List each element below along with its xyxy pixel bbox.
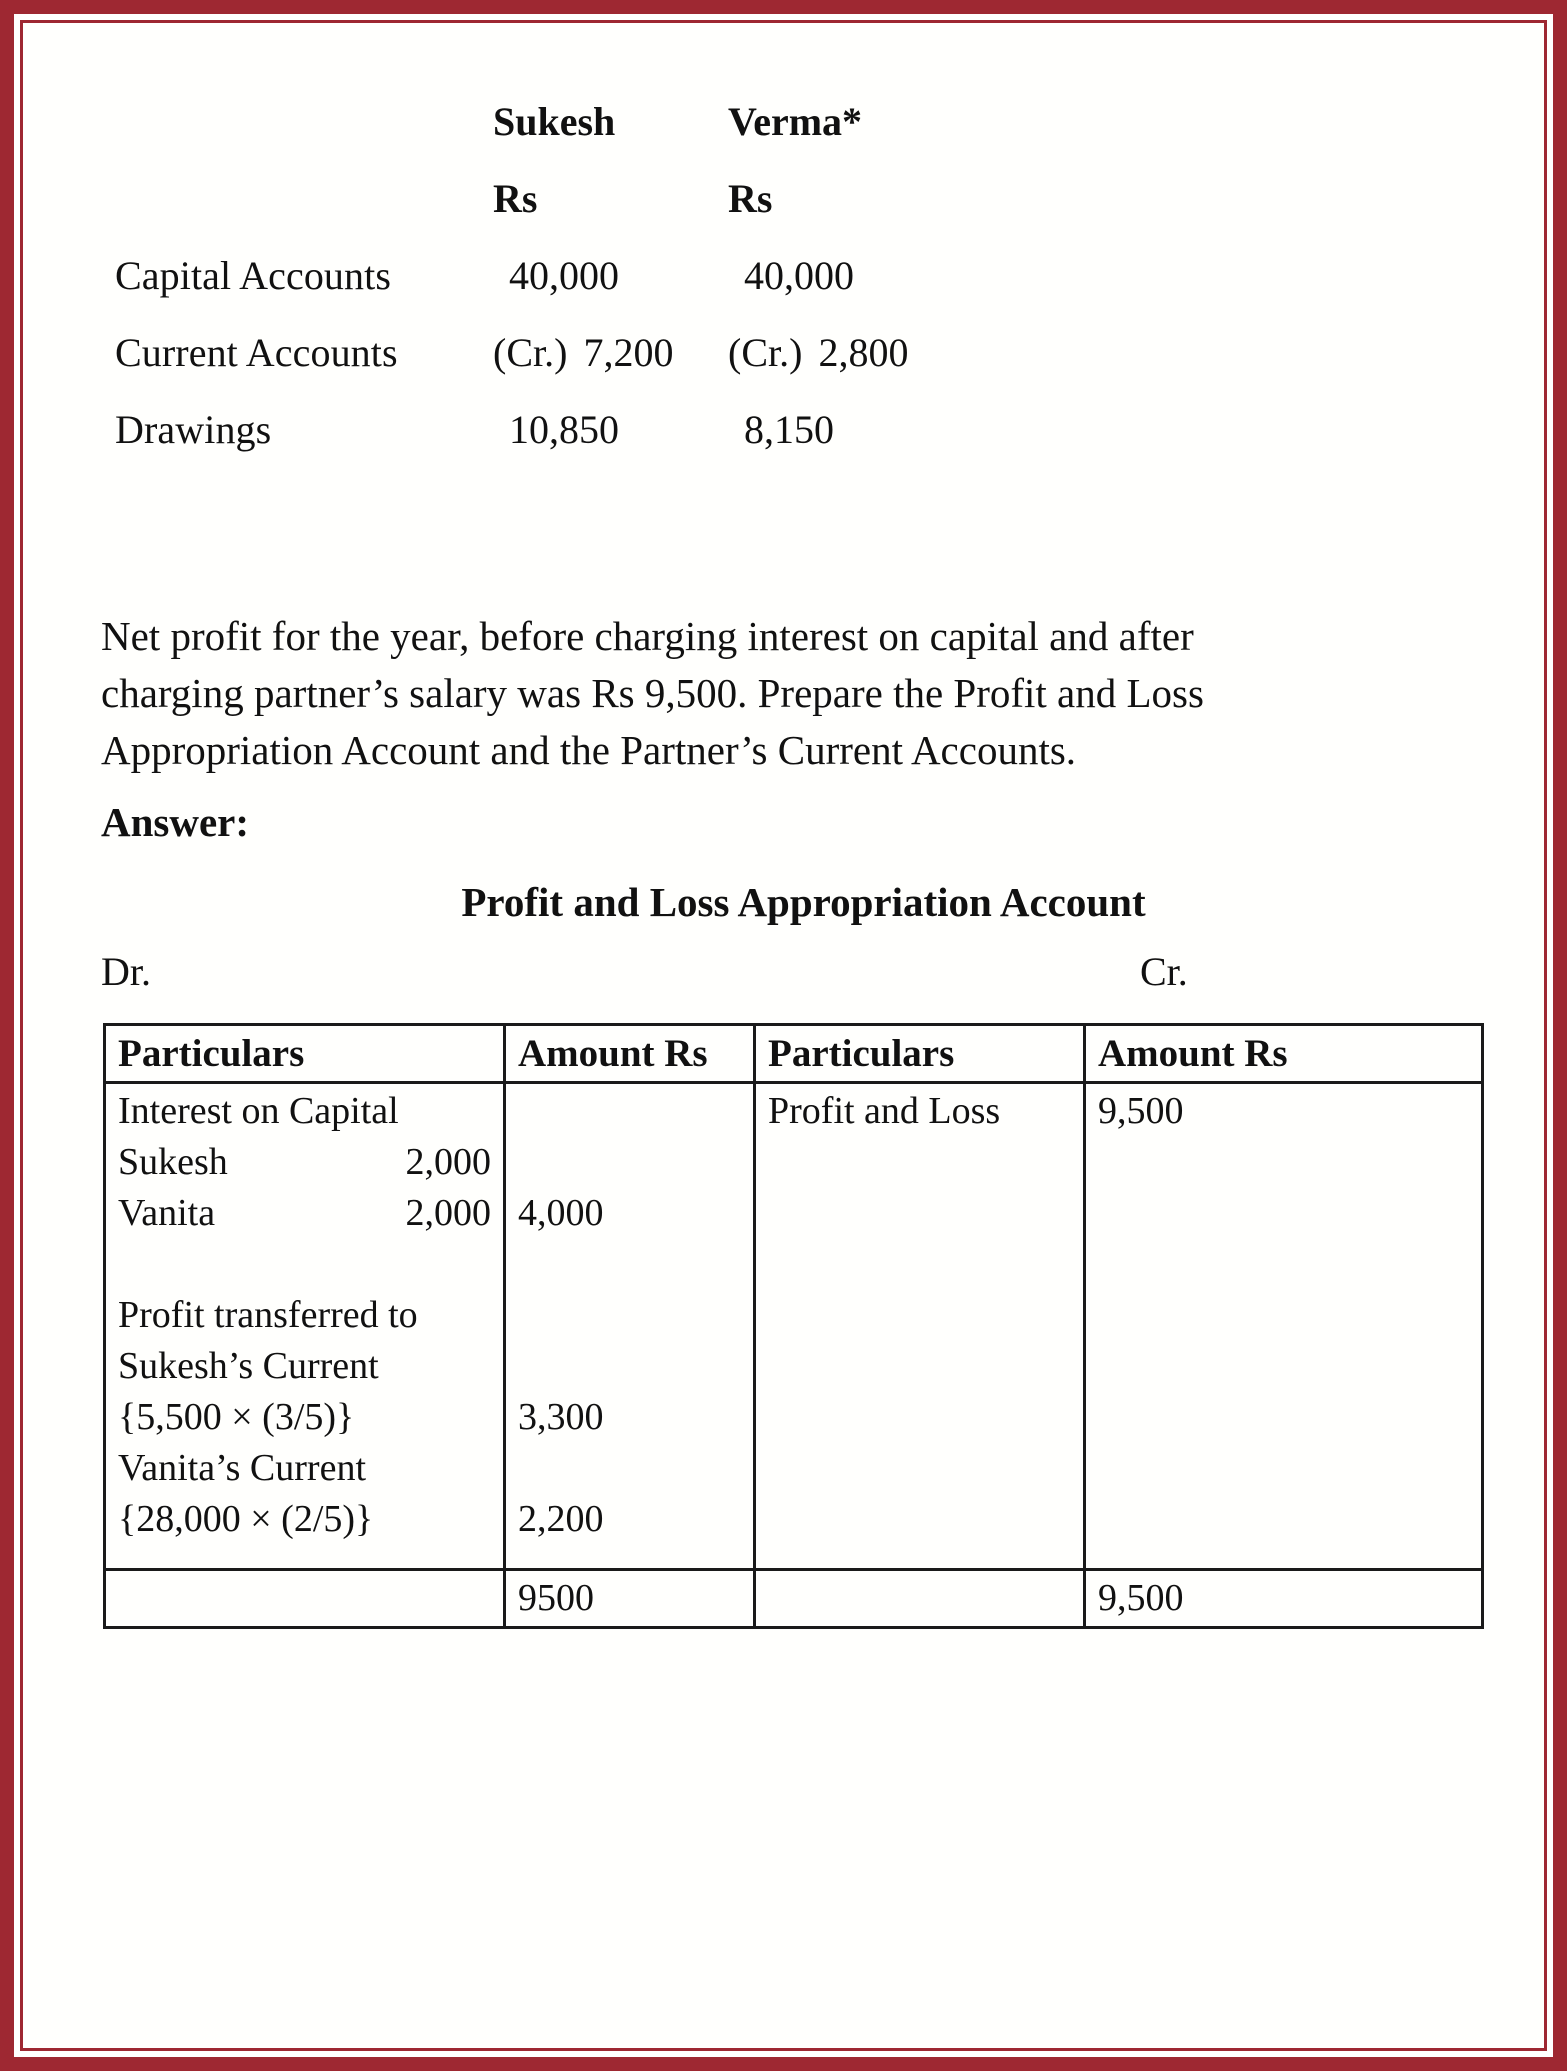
transfer-line-vanita-formula: {28,000 × (2/5)}: [118, 1498, 374, 1540]
total-amount-credit: 9,500: [1085, 1570, 1483, 1628]
summary-tag-sukesh: (Cr.): [493, 330, 568, 375]
blank-line: [518, 1443, 741, 1494]
interest-name: Vanita: [118, 1192, 216, 1234]
summary-currency-verma: Rs: [728, 176, 773, 221]
summary-row-drawings: [23, 406, 1544, 483]
transfer-amount-vanita: 2,200: [518, 1498, 604, 1540]
header-amount-credit: Amount Rs: [1085, 1025, 1483, 1083]
summary-value-verma: [728, 252, 963, 299]
partner-summary-block: [23, 98, 1544, 483]
credit-line-amount: 9,500: [1098, 1090, 1184, 1132]
transfer-line-sukesh-formula: {5,500 × (3/5)}: [118, 1396, 355, 1438]
summary-label: Capital Accounts: [115, 253, 391, 298]
total-amount-debit: 9500: [505, 1570, 755, 1628]
credit-side-label: Cr.: [1140, 949, 1188, 994]
page-content: [23, 23, 1544, 2048]
summary-label: Current Accounts: [115, 330, 398, 375]
blank-line: [518, 1086, 741, 1137]
interest-amount: 2,000: [405, 1141, 491, 1183]
debit-particulars-cell: [105, 1083, 505, 1570]
summary-amount-verma: 8,150: [744, 407, 834, 452]
summary-label: Drawings: [115, 407, 272, 452]
question-paragraph: [101, 608, 1506, 779]
summary-amount-verma: 2,800: [818, 330, 909, 375]
interest-amount: 2,000: [405, 1192, 491, 1234]
header-particulars-debit: Particulars: [105, 1025, 505, 1083]
transfer-heading-line-2: Sukesh’s Current: [118, 1345, 379, 1387]
summary-value-verma: [728, 329, 963, 376]
credit-line-label: Profit and Loss: [768, 1090, 1001, 1132]
summary-col-verma: Verma*: [728, 99, 863, 144]
blank-line: [518, 1137, 741, 1188]
transfer-line-vanita-label: Vanita’s Current: [118, 1447, 367, 1489]
summary-value-verma: [728, 406, 963, 453]
debit-side-label: Dr.: [101, 949, 151, 994]
table-total-row: [105, 1570, 1483, 1628]
profit-loss-appropriation-table: [103, 1023, 1484, 1629]
interest-line-sukesh: [118, 1137, 491, 1188]
answer-label: Answer:: [101, 799, 250, 845]
debit-amount-cell: [505, 1083, 755, 1570]
interest-total-amount: 4,000: [518, 1192, 604, 1234]
credit-amount-cell: [1085, 1083, 1483, 1570]
account-title: Profit and Loss Appropriation Account: [461, 879, 1146, 925]
table-header-row: [105, 1025, 1483, 1083]
total-label-debit: [105, 1570, 505, 1628]
question-line-2: charging partner’s salary was Rs 9,500. Prepare the Profit and Loss: [101, 670, 1204, 716]
summary-col-sukesh: Sukesh: [493, 99, 616, 144]
total-label-credit: [755, 1570, 1085, 1628]
summary-currency-sukesh: Rs: [493, 176, 538, 221]
interest-heading: Interest on Capital: [118, 1090, 399, 1132]
summary-value-sukesh: [493, 406, 728, 453]
header-amount-debit: Amount Rs: [505, 1025, 755, 1083]
question-line-1: Net profit for the year, before charging interest on capital and after: [101, 613, 1194, 659]
interest-name: Sukesh: [118, 1141, 228, 1183]
summary-amount-sukesh: 40,000: [509, 253, 619, 298]
blank-line: [518, 1341, 741, 1392]
summary-value-sukesh: [493, 252, 728, 299]
summary-amount-verma: 40,000: [744, 253, 854, 298]
summary-amount-sukesh: 7,200: [583, 330, 674, 375]
blank-line: [118, 1239, 491, 1290]
blank-line: [518, 1239, 741, 1290]
transfer-heading-line-1: Profit transferred to: [118, 1294, 418, 1336]
summary-row-current: [23, 329, 1544, 406]
question-line-3: Appropriation Account and the Partner’s Current Accounts.: [101, 727, 1077, 773]
credit-particulars-cell: [755, 1083, 1085, 1570]
header-particulars-credit: Particulars: [755, 1025, 1085, 1083]
summary-row-capital: [23, 252, 1544, 329]
summary-currency-row: [23, 175, 1544, 252]
summary-header-row: [23, 98, 1544, 175]
blank-line: [518, 1290, 741, 1341]
table-body-row: [105, 1083, 1483, 1570]
transfer-amount-sukesh: 3,300: [518, 1396, 604, 1438]
summary-tag-verma: (Cr.): [728, 330, 803, 375]
summary-value-sukesh: [493, 329, 728, 376]
summary-amount-sukesh: 10,850: [509, 407, 619, 452]
interest-line-vanita: [118, 1188, 491, 1239]
